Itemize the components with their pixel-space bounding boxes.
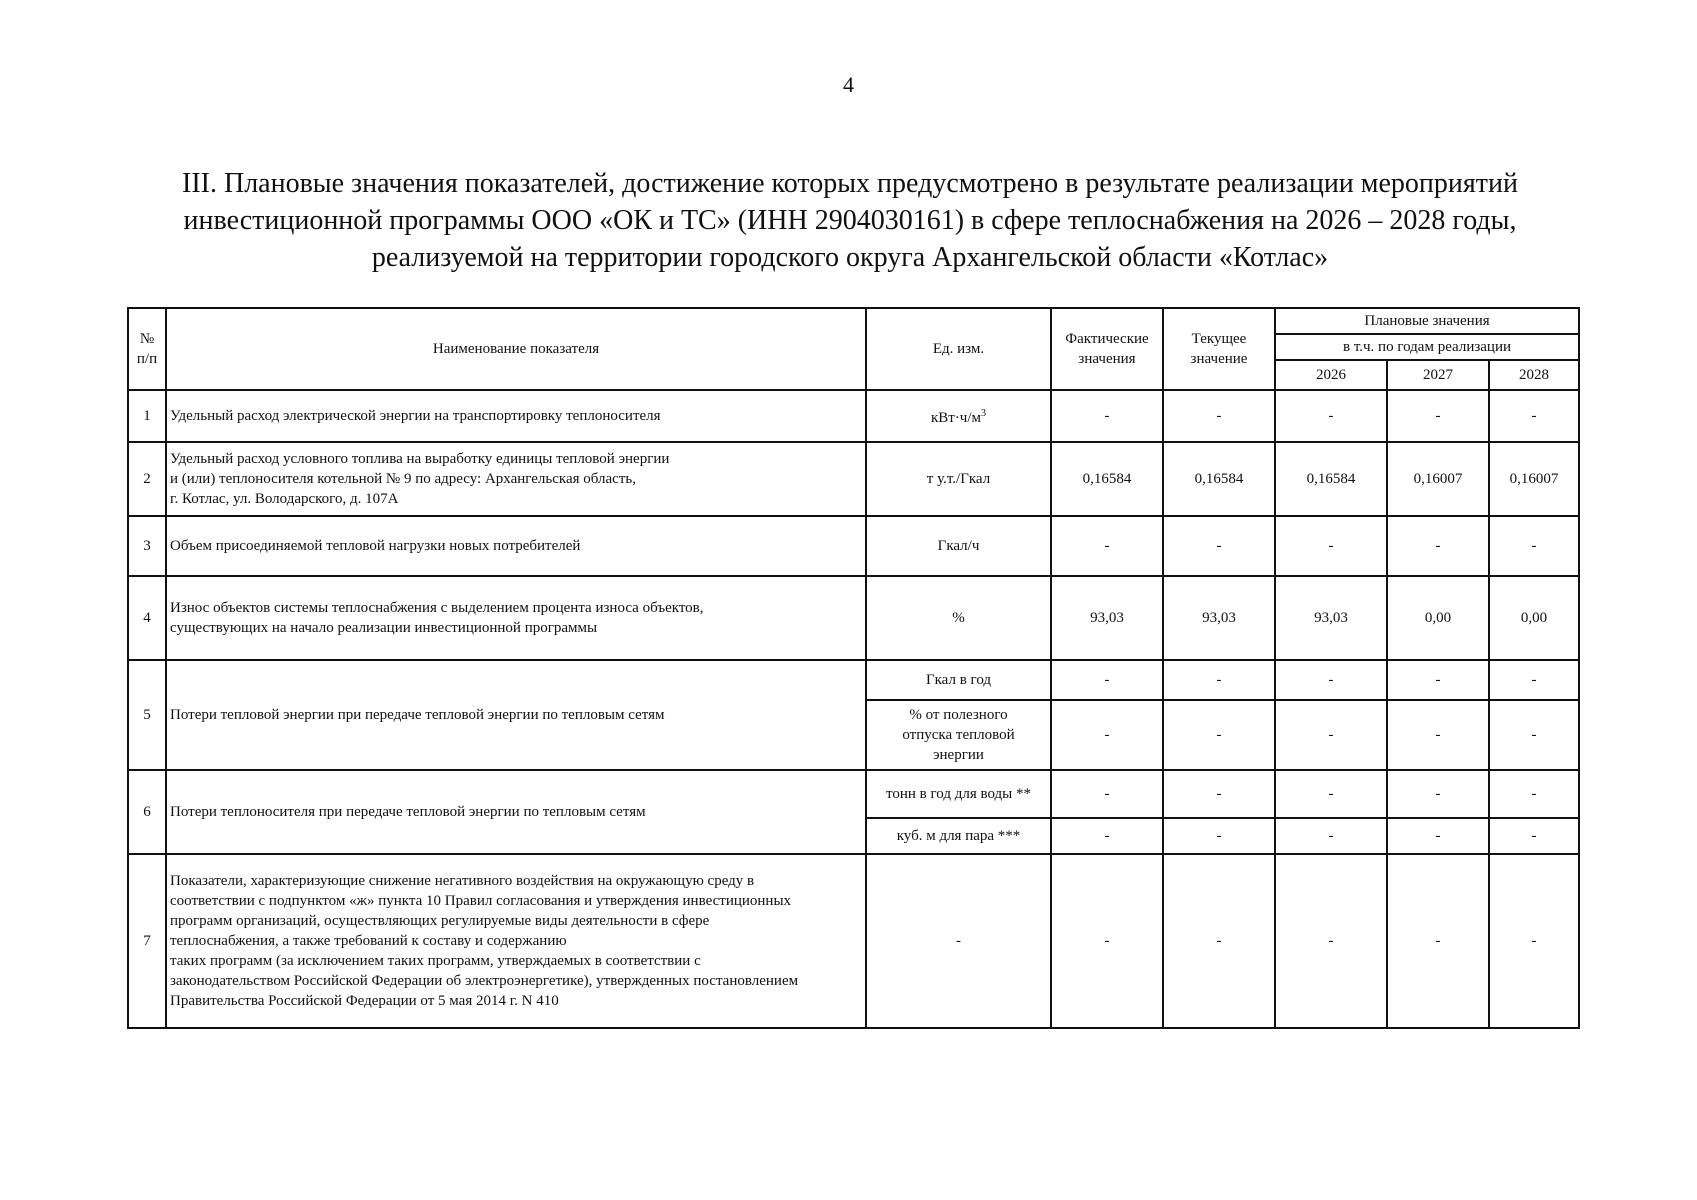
header-num: № п/п (128, 308, 166, 390)
row-num: 4 (128, 576, 166, 660)
value-2026: - (1275, 660, 1387, 700)
indicator-name (166, 854, 866, 1028)
table-row (128, 390, 1579, 442)
value-2027: - (1387, 660, 1489, 700)
unit-cell: % (866, 576, 1051, 660)
unit-cell (866, 390, 1051, 442)
value-2026: - (1275, 700, 1387, 770)
name-line: существующих на начало реализации инвестиционной программы (170, 620, 598, 636)
row-num: 7 (128, 854, 166, 1028)
actual-value: - (1051, 516, 1163, 576)
indicator-name (166, 576, 866, 660)
indicators-table (127, 307, 1580, 1029)
table-row (128, 576, 1579, 660)
unit-cell: т у.т./Гкал (866, 442, 1051, 516)
name-line: соответствии с подпунктом «ж» пункта 10 Правил согласования и утверждения инвестиционных (170, 893, 792, 909)
actual-value: - (1051, 700, 1163, 770)
actual-value: 0,16584 (1051, 442, 1163, 516)
header-year-2027: 2027 (1387, 360, 1489, 390)
value-2026: - (1275, 516, 1387, 576)
value-2027: - (1387, 516, 1489, 576)
unit-line: % от полезного (909, 707, 1008, 723)
header-year-2028: 2028 (1489, 360, 1579, 390)
indicator-name (166, 442, 866, 516)
indicator-name: Потери теплоносителя при передаче тепловой энергии по тепловым сетям (166, 770, 866, 854)
name-line: г. Котлас, ул. Володарского, д. 107А (170, 491, 399, 507)
value-2028: - (1489, 854, 1579, 1028)
indicator-name: Удельный расход электрической энергии на транспортировку теплоносителя (166, 390, 866, 442)
row-num: 2 (128, 442, 166, 516)
row-num: 3 (128, 516, 166, 576)
value-2027: - (1387, 700, 1489, 770)
value-2027: - (1387, 818, 1489, 854)
value-2026: - (1275, 390, 1387, 442)
document-heading (150, 165, 1550, 276)
name-line: Показатели, характеризующие снижение негативного воздействия на окружающую среду в (170, 873, 755, 889)
name-line: Износ объектов системы теплоснабжения с выделением процента износа объектов, (170, 600, 704, 616)
value-2028: - (1489, 700, 1579, 770)
unit-text: кВт·ч/м (930, 410, 982, 426)
current-value: - (1163, 700, 1275, 770)
value-2028: 0,00 (1489, 576, 1579, 660)
header-unit: Ед. изм. (866, 308, 1051, 390)
current-value: - (1163, 854, 1275, 1028)
indicator-name: Объем присоединяемой тепловой нагрузки новых потребителей (166, 516, 866, 576)
unit-superscript: 3 (981, 408, 987, 419)
value-2027: - (1387, 390, 1489, 442)
value-2027: - (1387, 770, 1489, 818)
name-line: и (или) теплоносителя котельной № 9 по адресу: Архангельская область, (170, 471, 636, 487)
value-2028: - (1489, 818, 1579, 854)
name-line: программ организаций, осуществляющих регулируемые виды деятельности в сфере (170, 913, 710, 929)
row-num: 5 (128, 660, 166, 770)
actual-value: - (1051, 390, 1163, 442)
current-value: - (1163, 390, 1275, 442)
current-value: 0,16584 (1163, 442, 1275, 516)
value-2026: - (1275, 770, 1387, 818)
actual-value: - (1051, 818, 1163, 854)
unit-cell: тонн в год для воды ** (866, 770, 1051, 818)
value-2027: - (1387, 854, 1489, 1028)
table-row (128, 516, 1579, 576)
value-2028: - (1489, 770, 1579, 818)
actual-value: - (1051, 854, 1163, 1028)
actual-value: 93,03 (1051, 576, 1163, 660)
value-2028: - (1489, 516, 1579, 576)
current-value: - (1163, 516, 1275, 576)
name-line: Правительства Российской Федерации от 5 мая 2014 г. N 410 (170, 993, 559, 1009)
value-2028: - (1489, 390, 1579, 442)
unit-line: энергии (933, 747, 984, 763)
indicator-name: Потери тепловой энергии при передаче тепловой энергии по тепловым сетям (166, 660, 866, 770)
unit-cell: куб. м для пара *** (866, 818, 1051, 854)
header-year-2026: 2026 (1275, 360, 1387, 390)
current-value: - (1163, 818, 1275, 854)
header-current: Текущее значение (1163, 308, 1275, 390)
current-value: 93,03 (1163, 576, 1275, 660)
name-line: таких программ (за исключением таких программ, утверждаемых в соответствии с (170, 953, 701, 969)
value-2026: 0,16584 (1275, 442, 1387, 516)
value-2026: - (1275, 854, 1387, 1028)
table-row (128, 442, 1579, 516)
row-num: 6 (128, 770, 166, 854)
header-name: Наименование показателя (166, 308, 866, 390)
name-line: законодательством Российской Федерации об электроэнергетике), утвержденных постановлением (170, 973, 799, 989)
table-row (128, 854, 1579, 1028)
current-value: - (1163, 660, 1275, 700)
unit-cell: Гкал/ч (866, 516, 1051, 576)
value-2026: - (1275, 818, 1387, 854)
heading-line-2: инвестиционной программы ООО «ОК и ТС» (ИНН 2904030161) в сфере теплоснабжения на 2026 – 2028 годы, (183, 205, 1517, 236)
header-planned: Плановые значения (1275, 308, 1579, 334)
row-num: 1 (128, 390, 166, 442)
name-line: теплоснабжения, а также требований к составу и содержанию (170, 933, 567, 949)
unit-line: отпуска тепловой (902, 727, 1015, 743)
unit-cell: Гкал в год (866, 660, 1051, 700)
table-row (128, 770, 1579, 818)
value-2027: 0,00 (1387, 576, 1489, 660)
value-2027: 0,16007 (1387, 442, 1489, 516)
header-by-years: в т.ч. по годам реализации (1275, 334, 1579, 360)
value-2028: - (1489, 660, 1579, 700)
actual-value: - (1051, 770, 1163, 818)
value-2026: 93,03 (1275, 576, 1387, 660)
heading-line-3: реализуемой на территории городского округа Архангельской области «Котлас» (371, 242, 1329, 273)
current-value: - (1163, 770, 1275, 818)
table-row (128, 660, 1579, 700)
actual-value: - (1051, 660, 1163, 700)
page-number: 4 (843, 72, 854, 97)
unit-cell: - (866, 854, 1051, 1028)
header-actual: Фактические значения (1051, 308, 1163, 390)
value-2028: 0,16007 (1489, 442, 1579, 516)
heading-line-1: III. Плановые значения показателей, достижение которых предусмотрено в результате реализации мероприятий (182, 168, 1518, 199)
name-line: Удельный расход условного топлива на выработку единицы тепловой энергии (170, 451, 670, 467)
unit-cell (866, 700, 1051, 770)
